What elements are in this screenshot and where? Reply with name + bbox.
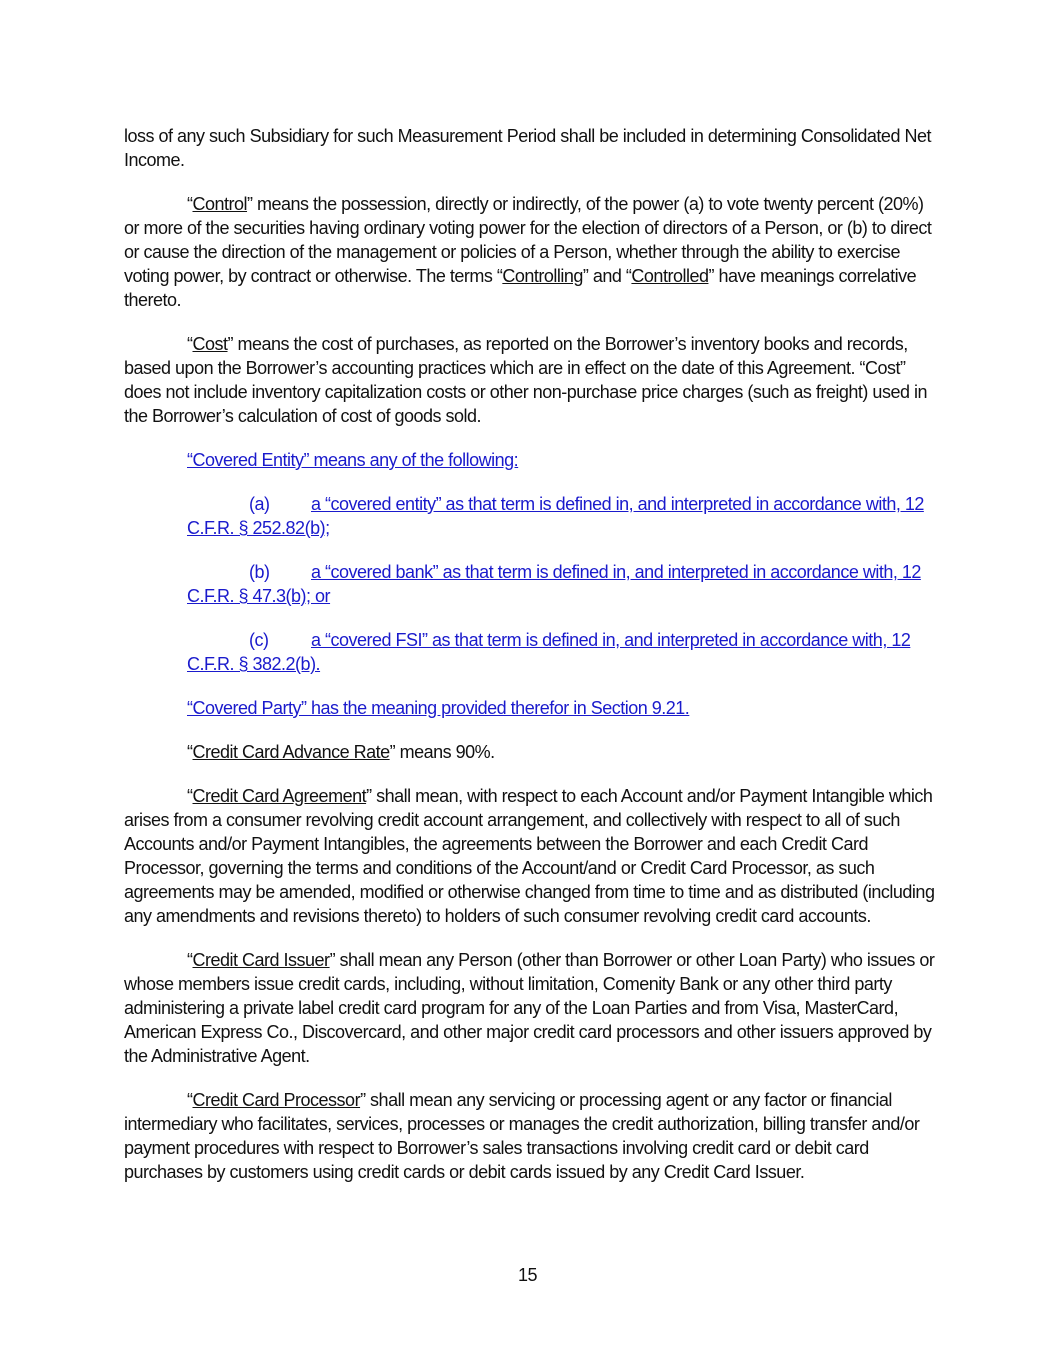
definition-cost: “Cost” means the cost of purchases, as reported on the Borrower’s inventory books and records, based upon the Borrower’s accounting practices which are in effect on the date of this Agreement. “Cost” does not include inventory capitalization costs or other non-purchase price charges (such as freight) used in the Borrower’s calculation of cost of goods sold. — [124, 334, 927, 426]
definition-credit-card-agreement: “Credit Card Agreement” shall mean, with respect to each Account and/or Payment Intangible which arises from a consumer revolving credit account arrangement, and collectively with respect to all of such Accounts and/or Payment Intangibles, the agreements between the Borrower and each Credit Card Processor, governing the terms and conditions of the Account/and or Credit Card Processor, as such agreements may be amended, modified or otherwise changed from time to time and as distributed (including any amendments and revisions thereto) to holders of such consumer revolving credit card accounts. — [124, 786, 935, 926]
defined-term-controlling: Controlling — [502, 266, 583, 286]
paragraph-consolidated-net-income: loss of any such Subsidiary for such Measurement Period shall be included in determining Consolidated Net Income. — [124, 126, 931, 170]
defined-term-card-processor: Credit Card Processor — [192, 1090, 361, 1110]
item-text: a “covered FSI” as that term is defined in, and interpreted in accordance with, 12 C.F.R. § 382.2(b). — [187, 630, 911, 674]
defined-term-advance-rate: Credit Card Advance Rate — [192, 742, 390, 762]
definition-covered-party: “Covered Party” has the meaning provided therefor in Section 9.21. — [187, 698, 690, 718]
item-label: (b) — [249, 562, 270, 582]
definition-credit-card-processor: “Credit Card Processor” shall mean any servicing or processing agent or any factor or financial intermediary who facilitates, services, processes or manages the credit authorization, billing transfer and/or payment procedures with respect to Borrower’s sales transactions involving credit card or debit card purchases by customers using credit cards or debit cards issued by any Credit Card Issuer. — [124, 1090, 920, 1182]
definition-credit-card-issuer: “Credit Card Issuer” shall mean any Person (other than Borrower or other Loan Party) who issues or whose members issue credit cards, including, without limitation, Comenity Bank or any other third party administering a private label credit card program for any of the Loan Parties and from Visa, MasterCard, American Express Co., Discovercard, and other major credit card processors and other issuers approved by the Administrative Agent. — [124, 950, 935, 1066]
item-text: a “covered bank” as that term is defined in, and interpreted in accordance with, 12 C.F.R. § 47.3(b); or — [187, 562, 921, 606]
defined-term-card-issuer: Credit Card Issuer — [192, 950, 330, 970]
page-number: 15 — [517, 1265, 538, 1285]
item-label: (a) — [249, 494, 270, 514]
defined-term-card-agreement: Credit Card Agreement — [192, 786, 367, 806]
covered-entity-item-a — [187, 492, 936, 540]
defined-term-cost: Cost — [192, 334, 228, 354]
defined-term-controlled: Controlled — [631, 266, 709, 286]
item-label: (c) — [249, 630, 269, 650]
covered-entity-item-b — [187, 560, 936, 608]
definition-control: “Control” means the possession, directly or indirectly, of the power (a) to vote twenty percent (20%) or more of the securities having ordinary voting power for the election of directors of a Person, or (b) to direct or cause the direction of the management or policies of a Person, whether through the ability to exercise voting power, by contract or otherwise. The terms “Controlling” and “Controlled” have meanings correlative thereto. — [124, 194, 932, 310]
covered-entity-item-c — [187, 628, 936, 676]
definition-credit-card-advance-rate: “Credit Card Advance Rate” means 90%. — [187, 742, 495, 762]
defined-term-control: Control — [192, 194, 248, 214]
item-text: a “covered entity” as that term is defined in, and interpreted in accordance with, 12 C.F.R. § 252.82(b); — [187, 494, 924, 538]
definition-covered-entity: “Covered Entity” means any of the following: — [187, 450, 519, 470]
document-body — [124, 124, 936, 1204]
